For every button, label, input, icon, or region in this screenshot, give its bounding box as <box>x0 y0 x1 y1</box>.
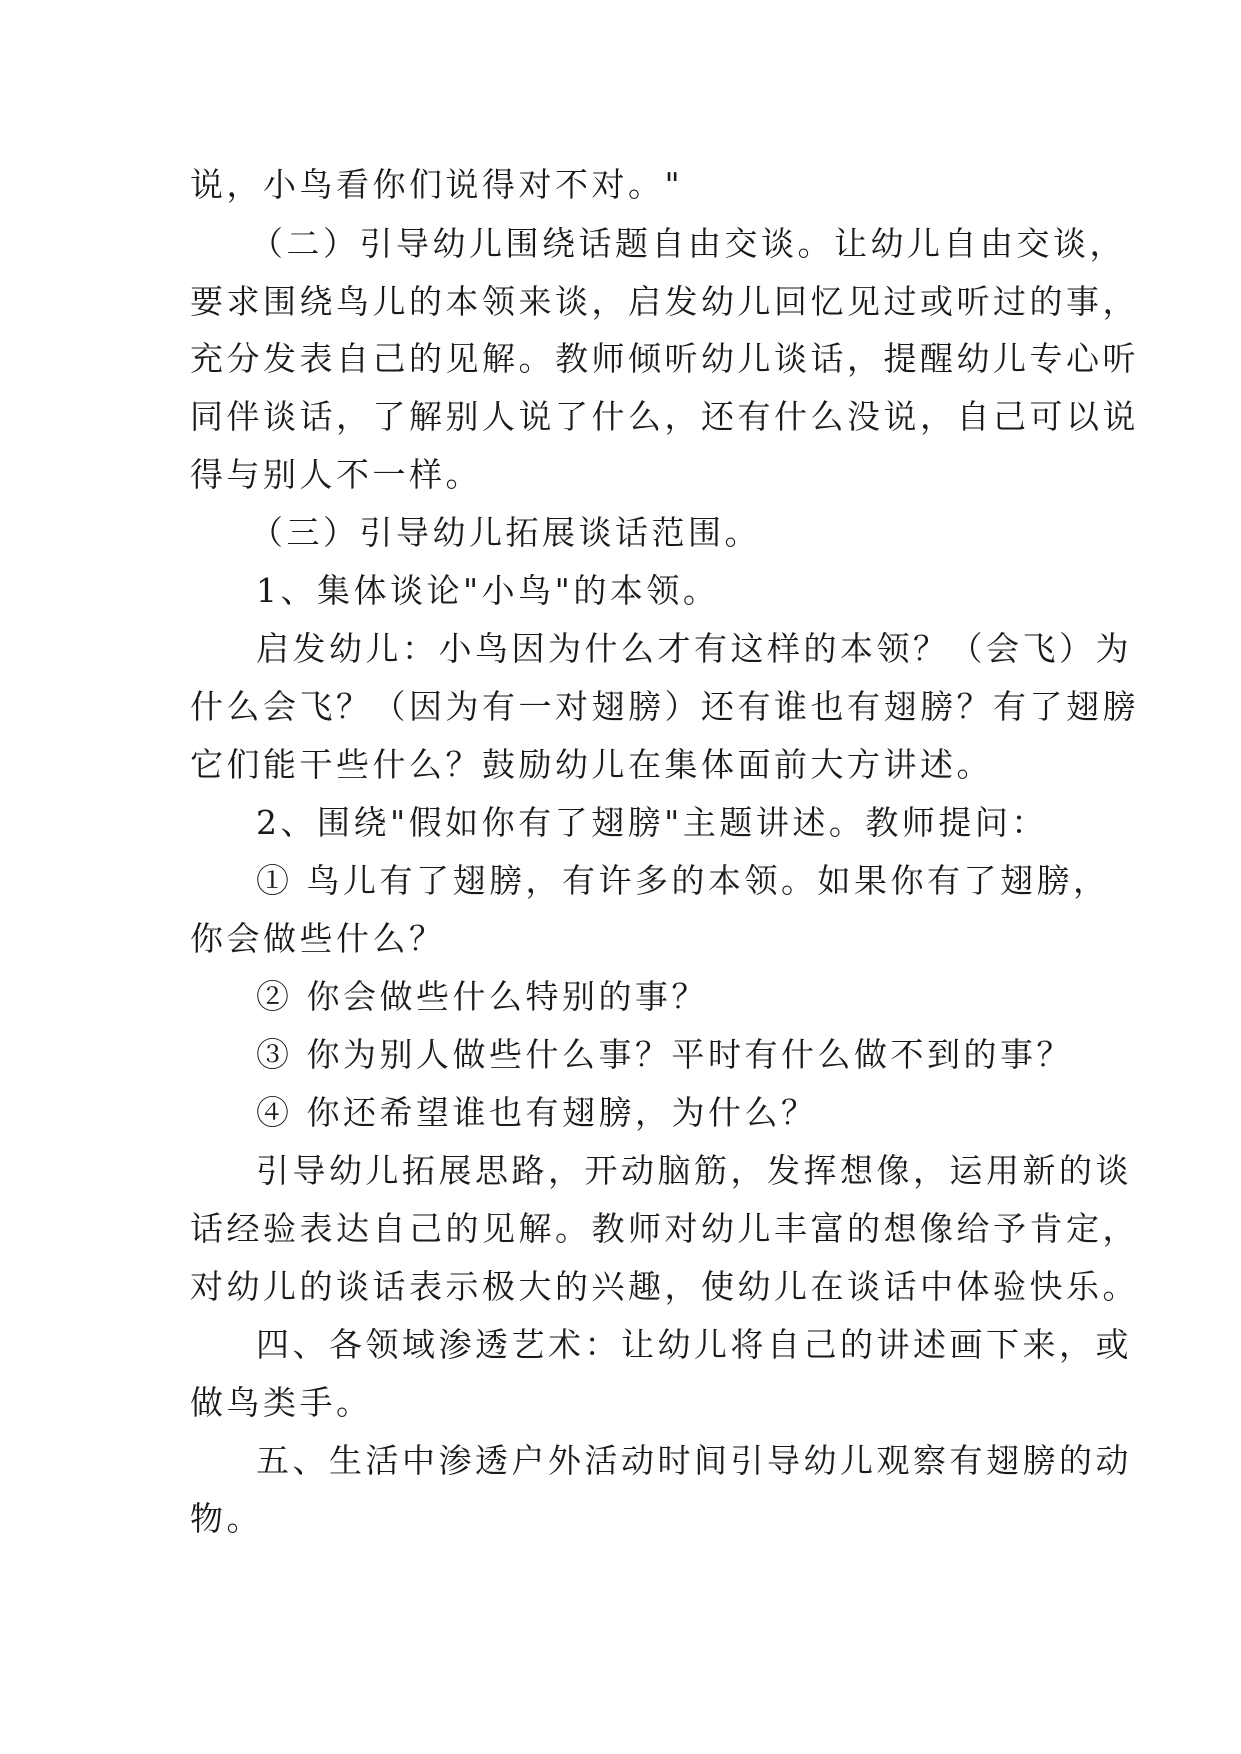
text-line: 对幼儿的谈话表示极大的兴趣，使幼儿在谈话中体验快乐。 <box>190 1267 1139 1306</box>
text-line: 得与别人不一样。 <box>190 455 482 494</box>
text-line: 五、生活中渗透户外活动时间引导幼儿观察有翅膀的动 <box>256 1441 1132 1480</box>
text-line: 什么会飞？（因为有一对翅膀）还有谁也有翅膀？有了翅膀 <box>190 687 1139 726</box>
text-line: ② 你会做些什么特别的事？ <box>256 977 708 1016</box>
text-line: （二）引导幼儿围绕话题自由交谈。让幼儿自由交谈， <box>250 224 1126 263</box>
text-line: ① 鸟儿有了翅膀，有许多的本领。如果你有了翅膀， <box>256 861 1110 900</box>
text-line: 做鸟类手。 <box>190 1383 373 1422</box>
text-line: 1、集体谈论"小鸟"的本领。 <box>256 571 720 610</box>
text-line: 要求围绕鸟儿的本领来谈，启发幼儿回忆见过或听过的事， <box>190 282 1139 321</box>
text-line: 2、围绕"假如你有了翅膀"主题讲述。教师提问： <box>256 803 1048 842</box>
text-line: 同伴谈话，了解别人说了什么，还有什么没说，自己可以说 <box>190 397 1139 436</box>
text-line: 引导幼儿拓展思路，开动脑筋，发挥想像，运用新的谈 <box>256 1151 1132 1190</box>
text-line: 你会做些什么？ <box>190 919 446 958</box>
text-line: 启发幼儿：小鸟因为什么才有这样的本领？（会飞）为 <box>256 629 1132 668</box>
text-line: 四、各领域渗透艺术：让幼儿将自己的讲述画下来，或 <box>256 1325 1132 1364</box>
text-line: 它们能干些什么？鼓励幼儿在集体面前大方讲述。 <box>190 745 993 784</box>
text-line: 话经验表达自己的见解。教师对幼儿丰富的想像给予肯定， <box>190 1209 1139 1248</box>
text-line: 物。 <box>190 1499 263 1538</box>
text-line: ③ 你为别人做些什么事？平时有什么做不到的事？ <box>256 1035 1073 1074</box>
text-line: ④ 你还希望谁也有翅膀，为什么？ <box>256 1093 818 1132</box>
text-line: 充分发表自己的见解。教师倾听幼儿谈话，提醒幼儿专心听 <box>190 339 1139 378</box>
text-line: 说，小鸟看你们说得对不对。" <box>190 165 684 204</box>
text-line: （三）引导幼儿拓展谈话范围。 <box>250 513 761 552</box>
